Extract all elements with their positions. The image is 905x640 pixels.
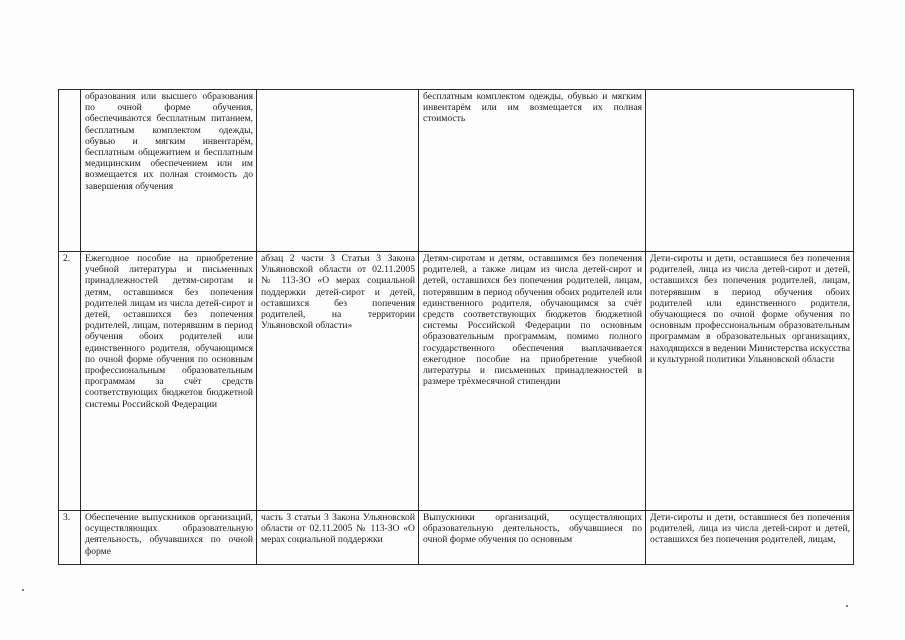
table-row — [59, 90, 854, 252]
scan-speck — [846, 605, 848, 607]
recipient-category — [646, 90, 854, 252]
benefit-content: бесплатным комплектом одежды, обувью и мягким инвентарём или им возмещается их полная стоимость — [419, 90, 646, 252]
table-row — [59, 511, 854, 565]
benefits-table — [58, 89, 854, 565]
benefit-description: Обеспечение выпускников организаций, осуществляющих образовательную деятельность, обучавшихся по очной форме — [81, 511, 257, 565]
legal-basis: часть 3 статьи 3 Закона Ульяновской области от 02.11.2005 № 113-ЗО «О мерах социальной поддержки — [257, 511, 419, 565]
benefit-content: Выпускники организаций, осуществляющих образовательную деятельность, обучавшиеся по очной форме обучения по основным — [419, 511, 646, 565]
benefit-content: Детям-сиротам и детям, оставшимся без попечения родителей, а также лицам из числа детей-сирот и детей, оставшихся без попечения родителей, лицам, потерявшим в период обучения обоих родителей или единственного родителя, обучающимся за счёт средств соответствующих бюджетов бюджетной системы Российской Федерации по основным образовательным программам, помимо полного государственного обеспечения выплачивается ежегодное пособие на приобретение учебной литературы и письменных принадлежностей в размере трёхмесячной стипендии — [419, 252, 646, 511]
benefit-description: Ежегодное пособие на приобретение учебной литературы и письменных принадлежностей детям-сиротам и детям, оставшимся без попечения родителей лицам из числа детей-сирот и детей, оставшихся без попечения родителей, лицам, потерявшим в период обучения обоих родителей или единственного родителя, обучающимся по очной форме обучения по основным профессиональным образовательным программам за счёт средств соответствующих бюджетов бюджетной системы Российской Федерации — [81, 252, 257, 511]
scan-speck — [22, 589, 24, 591]
table-row — [59, 252, 854, 511]
row-number: 3. — [59, 511, 81, 565]
recipient-category: Дети-сироты и дети, оставшиеся без попечения родителей, лица из числа детей-сирот и детей, оставшихся без попечения родителей, лицам, потерявшим в период обучения обоих родителей или единственного родителя, обучающиеся по очной форме обучения по основным профессиональным образовательным программам в образовательных организациях, находящихся в ведении Министерства искусства и культурной политики Ульяновской области — [646, 252, 854, 511]
recipient-category: Дети-сироты и дети, оставшиеся без попечения родителей, лица из числа детей-сирот и детей, оставшихся без попечения родителей, лицам, — [646, 511, 854, 565]
benefit-description: образования или высшего образования по очной форме обучения, обеспечиваются бесплатным питанием, бесплатным комплектом одежды, обувью и мягким инвентарём, бесплатным общежитием и бесплатным медицинским обеспечением или им возмещается их полная стоимость до завершения обучения — [81, 90, 257, 252]
row-number — [59, 90, 81, 252]
row-number: 2. — [59, 252, 81, 511]
legal-basis: абзац 2 части 3 Статьи 3 Закона Ульяновской области от 02.11.2005 № 113-ЗО «О мерах социальной поддержки детей-сирот и детей, оставшихся без попечения родителей, на территории Ульяновской области» — [257, 252, 419, 511]
legal-basis — [257, 90, 419, 252]
